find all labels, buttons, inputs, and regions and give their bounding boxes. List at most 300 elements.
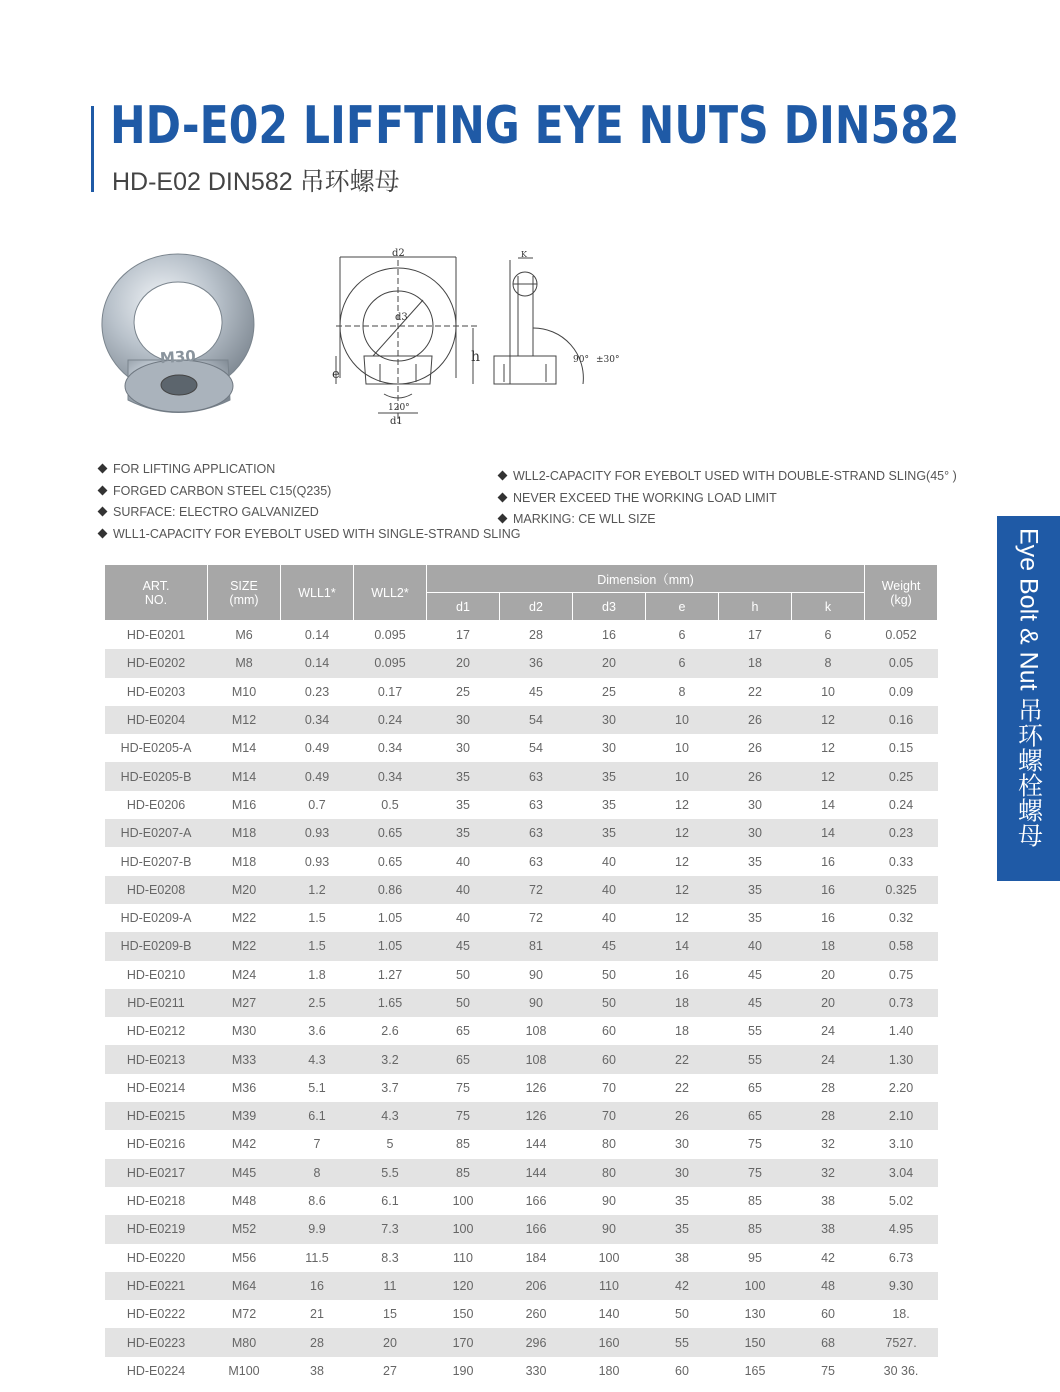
feature-item: WLL1-CAPACITY FOR EYEBOLT USED WITH SINGLE-STRAND SLING bbox=[97, 524, 520, 546]
label-tolerance: ±30° bbox=[596, 355, 620, 365]
cell-weight: 9.30 bbox=[865, 1272, 938, 1300]
cell-wll1: 8 bbox=[281, 1159, 354, 1187]
cell-d1: 35 bbox=[427, 762, 500, 790]
cell-d1: 45 bbox=[427, 932, 500, 960]
cell-d2: 72 bbox=[500, 876, 573, 904]
cell-d1: 85 bbox=[427, 1159, 500, 1187]
cell-k: 75 bbox=[821, 1363, 835, 1378]
cell-wll1: 0.93 bbox=[304, 854, 330, 869]
table-row bbox=[105, 876, 938, 904]
cell-size: M10 bbox=[231, 684, 257, 699]
cell-wll1: 0.23 bbox=[304, 684, 330, 699]
cell-e: 10 bbox=[675, 741, 689, 756]
cell-k: 68 bbox=[792, 1328, 865, 1356]
col-header-dimension: Dimension（mm) bbox=[427, 565, 865, 593]
cell-h: 35 bbox=[719, 876, 792, 904]
cell-e: 35 bbox=[646, 1215, 719, 1243]
cell-d3: 30 bbox=[602, 741, 616, 756]
cell-art-no: HD-E0201 bbox=[126, 628, 186, 643]
cell-wll1: 21 bbox=[310, 1307, 324, 1322]
diamond-bullet-icon bbox=[98, 528, 108, 538]
cell-wll1: 1.2 bbox=[281, 876, 354, 904]
cell-d3: 140 bbox=[598, 1307, 620, 1322]
cell-art-no: HD-E0210 bbox=[126, 967, 186, 982]
cell-k: 42 bbox=[821, 1250, 835, 1265]
cell-d1: 190 bbox=[452, 1363, 474, 1378]
cell-size: M80 bbox=[208, 1328, 281, 1356]
cell-k: 14 bbox=[792, 819, 865, 847]
cell-weight: 30 36. bbox=[883, 1363, 919, 1378]
cell-wll2: 1.65 bbox=[354, 989, 427, 1017]
cell-wll2: 0.65 bbox=[377, 854, 403, 869]
cell-art-no: HD-E0204 bbox=[105, 706, 208, 734]
cell-e: 10 bbox=[646, 762, 719, 790]
cell-d3: 40 bbox=[573, 876, 646, 904]
page-title: HD-E02 LIFFTING EYE NUTS DIN582 bbox=[110, 96, 960, 156]
cell-weight: 0.15 bbox=[888, 741, 914, 756]
cell-weight: 0.05 bbox=[865, 649, 938, 677]
cell-d2: 63 bbox=[529, 854, 543, 869]
cell-e: 35 bbox=[675, 1194, 689, 1209]
header-row-1 bbox=[105, 565, 938, 593]
cell-h: 75 bbox=[719, 1159, 792, 1187]
cell-weight: 2.20 bbox=[888, 1080, 914, 1095]
cell-weight: 7527. bbox=[865, 1328, 938, 1356]
label-d2: d2 bbox=[392, 248, 405, 259]
table-row bbox=[105, 1187, 938, 1215]
cell-wll1: 0.14 bbox=[281, 649, 354, 677]
cell-size: M14 bbox=[231, 741, 257, 756]
table-row bbox=[105, 1130, 938, 1158]
cell-k: 20 bbox=[792, 989, 865, 1017]
cell-size: M33 bbox=[208, 1045, 281, 1073]
table-row bbox=[105, 989, 938, 1017]
table-row bbox=[105, 621, 938, 650]
cell-d3: 40 bbox=[602, 911, 616, 926]
cell-art-no: HD-E0217 bbox=[105, 1159, 208, 1187]
cell-d1: 35 bbox=[456, 797, 470, 812]
side-category-tab bbox=[997, 516, 1060, 881]
cell-e: 12 bbox=[646, 819, 719, 847]
cell-art-no: HD-E0219 bbox=[105, 1215, 208, 1243]
cell-size: M18 bbox=[231, 854, 257, 869]
photo-marking: M30 bbox=[159, 346, 197, 368]
table-row bbox=[105, 762, 938, 790]
table-row bbox=[105, 1244, 938, 1272]
table-row bbox=[105, 932, 938, 960]
cell-k: 12 bbox=[821, 741, 835, 756]
cell-weight: 0.32 bbox=[888, 911, 914, 926]
cell-e: 6 bbox=[646, 649, 719, 677]
cell-wll1: 0.7 bbox=[308, 797, 326, 812]
cell-d2: 72 bbox=[529, 911, 543, 926]
cell-wll2: 0.17 bbox=[377, 684, 403, 699]
cell-wll1: 3.6 bbox=[308, 1024, 326, 1039]
diamond-bullet-icon bbox=[98, 464, 108, 474]
cell-k: 20 bbox=[821, 967, 835, 982]
feature-list-right bbox=[497, 466, 957, 531]
cell-e: 12 bbox=[675, 911, 689, 926]
cell-d2: 260 bbox=[525, 1307, 547, 1322]
cell-h: 26 bbox=[719, 762, 792, 790]
cell-d3: 80 bbox=[602, 1137, 616, 1152]
title-accent-bar bbox=[91, 106, 94, 192]
cell-h: 65 bbox=[719, 1102, 792, 1130]
cell-size: M22 bbox=[231, 911, 257, 926]
cell-k: 12 bbox=[792, 762, 865, 790]
cell-art-no: HD-E0211 bbox=[105, 989, 208, 1017]
cell-art-no: HD-E0212 bbox=[126, 1024, 186, 1039]
cell-art-no: HD-E0216 bbox=[126, 1137, 186, 1152]
cell-h: 165 bbox=[744, 1363, 766, 1378]
diamond-bullet-icon bbox=[498, 514, 508, 524]
col-header-wll2: WLL2* bbox=[354, 565, 427, 621]
table-row bbox=[105, 847, 938, 875]
label-d1: d1 bbox=[390, 416, 403, 427]
eye-nut-photo bbox=[98, 250, 258, 420]
cell-k: 24 bbox=[792, 1045, 865, 1073]
cell-k: 16 bbox=[792, 876, 865, 904]
cell-d3: 110 bbox=[573, 1272, 646, 1300]
cell-weight: 1.40 bbox=[888, 1024, 914, 1039]
cell-wll2: 3.2 bbox=[354, 1045, 427, 1073]
cell-d2: 36 bbox=[500, 649, 573, 677]
cell-size: M24 bbox=[231, 967, 257, 982]
cell-h: 22 bbox=[748, 684, 762, 699]
cell-art-no: HD-E0203 bbox=[126, 684, 186, 699]
cell-art-no: HD-E0220 bbox=[126, 1250, 186, 1265]
technical-drawing bbox=[328, 248, 628, 433]
table-row bbox=[105, 904, 938, 932]
cell-wll2: 5.5 bbox=[354, 1159, 427, 1187]
cell-d3: 50 bbox=[573, 989, 646, 1017]
cell-wll2: 0.095 bbox=[354, 649, 427, 677]
cell-d1: 120 bbox=[427, 1272, 500, 1300]
cell-art-no: HD-E0221 bbox=[105, 1272, 208, 1300]
cell-h: 30 bbox=[748, 797, 762, 812]
cell-size: M48 bbox=[231, 1194, 257, 1209]
cell-size: M12 bbox=[208, 706, 281, 734]
col-header-wll1: WLL1* bbox=[281, 565, 354, 621]
cell-wll1: 38 bbox=[310, 1363, 324, 1378]
cell-weight: 0.052 bbox=[885, 628, 917, 643]
col-header-d3: d3 bbox=[573, 593, 646, 621]
cell-k: 38 bbox=[792, 1215, 865, 1243]
table-row bbox=[105, 791, 938, 819]
cell-k: 6 bbox=[824, 628, 832, 643]
cell-wll1: 8.6 bbox=[308, 1194, 326, 1209]
spec-table bbox=[104, 564, 938, 1385]
cell-d2: 54 bbox=[500, 706, 573, 734]
table-row bbox=[105, 1300, 938, 1328]
cell-d1: 25 bbox=[456, 684, 470, 699]
cell-h: 30 bbox=[719, 819, 792, 847]
cell-h: 35 bbox=[748, 911, 762, 926]
cell-h: 17 bbox=[748, 628, 762, 643]
cell-d2: 108 bbox=[525, 1024, 547, 1039]
cell-wll2: 0.34 bbox=[354, 762, 427, 790]
cell-h: 35 bbox=[748, 854, 762, 869]
cell-wll2: 8.3 bbox=[381, 1250, 399, 1265]
cell-size: M14 bbox=[208, 762, 281, 790]
cell-wll2: 0.5 bbox=[381, 797, 399, 812]
cell-d2: 330 bbox=[525, 1363, 547, 1378]
cell-d1: 170 bbox=[427, 1328, 500, 1356]
cell-d2: 90 bbox=[529, 967, 543, 982]
cell-d3: 35 bbox=[602, 797, 616, 812]
table-row bbox=[105, 1159, 938, 1187]
col-header-weight: Weight (kg) bbox=[865, 565, 938, 621]
col-header-h: h bbox=[719, 593, 792, 621]
cell-d1: 100 bbox=[452, 1194, 474, 1209]
cell-art-no: HD-E0218 bbox=[126, 1194, 186, 1209]
cell-d1: 50 bbox=[427, 989, 500, 1017]
cell-size: M8 bbox=[208, 649, 281, 677]
cell-d2: 144 bbox=[500, 1159, 573, 1187]
cell-wll2: 15 bbox=[383, 1307, 397, 1322]
cell-wll1: 0.34 bbox=[281, 706, 354, 734]
cell-size: M52 bbox=[208, 1215, 281, 1243]
table-row bbox=[105, 961, 938, 989]
cell-h: 26 bbox=[719, 706, 792, 734]
cell-d1: 75 bbox=[427, 1102, 500, 1130]
cell-wll2: 0.095 bbox=[374, 628, 406, 643]
cell-e: 8 bbox=[678, 684, 686, 699]
cell-h: 45 bbox=[748, 967, 762, 982]
cell-d3: 25 bbox=[602, 684, 616, 699]
feature-list-left bbox=[97, 459, 520, 545]
cell-size: M30 bbox=[231, 1024, 257, 1039]
diamond-bullet-icon bbox=[498, 492, 508, 502]
cell-d3: 40 bbox=[602, 854, 616, 869]
cell-wll1: 1.5 bbox=[281, 932, 354, 960]
cell-wll1: 9.9 bbox=[281, 1215, 354, 1243]
cell-d2: 206 bbox=[500, 1272, 573, 1300]
cell-d3: 35 bbox=[573, 762, 646, 790]
cell-d2: 126 bbox=[500, 1102, 573, 1130]
cell-d2: 45 bbox=[529, 684, 543, 699]
feature-item: NEVER EXCEED THE WORKING LOAD LIMIT bbox=[497, 488, 957, 510]
cell-k: 12 bbox=[792, 706, 865, 734]
cell-wll2: 0.86 bbox=[354, 876, 427, 904]
cell-d3: 45 bbox=[573, 932, 646, 960]
cell-art-no: HD-E0209-B bbox=[105, 932, 208, 960]
col-header-d1: d1 bbox=[427, 593, 500, 621]
cell-art-no: HD-E0207-B bbox=[120, 854, 192, 869]
cell-h: 150 bbox=[719, 1328, 792, 1356]
cell-k: 18 bbox=[792, 932, 865, 960]
cell-art-no: HD-E0206 bbox=[126, 797, 186, 812]
table-row bbox=[105, 1357, 938, 1385]
cell-k: 24 bbox=[821, 1024, 835, 1039]
cell-art-no: HD-E0209-A bbox=[120, 911, 192, 926]
cell-k: 48 bbox=[792, 1272, 865, 1300]
table-row bbox=[105, 1328, 938, 1356]
table-row bbox=[105, 1215, 938, 1243]
cell-wll1: 2.5 bbox=[281, 989, 354, 1017]
cell-k: 28 bbox=[792, 1102, 865, 1130]
label-k: K bbox=[521, 250, 527, 259]
cell-wll2: 1.05 bbox=[377, 911, 403, 926]
cell-d3: 60 bbox=[573, 1045, 646, 1073]
cell-weight: 5.02 bbox=[888, 1194, 914, 1209]
cell-wll2: 4.3 bbox=[354, 1102, 427, 1130]
cell-wll2: 1.27 bbox=[377, 967, 403, 982]
cell-h: 100 bbox=[719, 1272, 792, 1300]
feature-item: MARKING: CE WLL SIZE bbox=[497, 509, 957, 531]
cell-d1: 35 bbox=[427, 819, 500, 847]
label-e: e bbox=[332, 367, 340, 382]
cell-d2: 126 bbox=[525, 1080, 547, 1095]
cell-d1: 65 bbox=[456, 1024, 470, 1039]
table-row bbox=[105, 706, 938, 734]
table-row bbox=[105, 1102, 938, 1130]
cell-d2: 28 bbox=[529, 628, 543, 643]
cell-d3: 70 bbox=[573, 1102, 646, 1130]
cell-d2: 81 bbox=[500, 932, 573, 960]
cell-d2: 144 bbox=[525, 1137, 547, 1152]
cell-e: 30 bbox=[646, 1159, 719, 1187]
cell-size: M56 bbox=[231, 1250, 257, 1265]
cell-weight: 3.10 bbox=[888, 1137, 914, 1152]
cell-e: 38 bbox=[675, 1250, 689, 1265]
cell-h: 75 bbox=[748, 1137, 762, 1152]
cell-weight: 0.75 bbox=[888, 967, 914, 982]
cell-art-no: HD-E0215 bbox=[105, 1102, 208, 1130]
col-header-art: ART. NO. bbox=[105, 565, 208, 621]
cell-e: 12 bbox=[675, 854, 689, 869]
cell-weight: 4.95 bbox=[865, 1215, 938, 1243]
cell-art-no: HD-E0202 bbox=[105, 649, 208, 677]
cell-d2: 63 bbox=[500, 762, 573, 790]
spec-table-body bbox=[105, 621, 938, 1386]
feature-item: FORGED CARBON STEEL C15(Q235) bbox=[97, 481, 520, 503]
cell-weight: 18. bbox=[892, 1307, 910, 1322]
cell-d3: 80 bbox=[573, 1159, 646, 1187]
table-row bbox=[105, 1017, 938, 1045]
cell-wll1: 0.49 bbox=[281, 762, 354, 790]
cell-size: M27 bbox=[208, 989, 281, 1017]
feature-item: WLL2-CAPACITY FOR EYEBOLT USED WITH DOUBLE-STRAND SLING(45° ) bbox=[497, 466, 957, 488]
cell-d1: 40 bbox=[456, 854, 470, 869]
cell-e: 30 bbox=[675, 1137, 689, 1152]
cell-wll1: 1.5 bbox=[308, 911, 326, 926]
cell-weight: 0.25 bbox=[865, 762, 938, 790]
cell-weight: 0.16 bbox=[865, 706, 938, 734]
cell-art-no: HD-E0205-B bbox=[105, 762, 208, 790]
cell-wll2: 6.1 bbox=[381, 1194, 399, 1209]
cell-wll1: 7 bbox=[313, 1137, 321, 1152]
cell-d1: 75 bbox=[456, 1080, 470, 1095]
table-row bbox=[105, 1272, 938, 1300]
cell-wll1: 28 bbox=[281, 1328, 354, 1356]
cell-size: M20 bbox=[208, 876, 281, 904]
cell-weight: 0.23 bbox=[865, 819, 938, 847]
cell-h: 18 bbox=[719, 649, 792, 677]
cell-h: 55 bbox=[719, 1045, 792, 1073]
cell-art-no: HD-E0224 bbox=[126, 1363, 186, 1378]
cell-e: 50 bbox=[675, 1307, 689, 1322]
cell-e: 60 bbox=[675, 1363, 689, 1378]
cell-e: 55 bbox=[646, 1328, 719, 1356]
cell-wll1: 0.49 bbox=[304, 741, 330, 756]
side-tab-label: Eye Bolt & Nut 吊环螺栓螺母 bbox=[1014, 528, 1043, 848]
cell-d1: 40 bbox=[456, 911, 470, 926]
cell-k: 60 bbox=[821, 1307, 835, 1322]
cell-size: M45 bbox=[208, 1159, 281, 1187]
cell-e: 10 bbox=[646, 706, 719, 734]
cell-wll2: 27 bbox=[383, 1363, 397, 1378]
cell-weight: 1.30 bbox=[865, 1045, 938, 1073]
cell-d2: 90 bbox=[500, 989, 573, 1017]
cell-e: 12 bbox=[675, 797, 689, 812]
table-row bbox=[105, 734, 938, 762]
cell-art-no: HD-E0205-A bbox=[120, 741, 192, 756]
cell-e: 12 bbox=[646, 876, 719, 904]
cell-d2: 63 bbox=[500, 819, 573, 847]
cell-d3: 90 bbox=[602, 1194, 616, 1209]
cell-wll1: 1.8 bbox=[308, 967, 326, 982]
cell-d1: 110 bbox=[453, 1250, 473, 1265]
cell-h: 85 bbox=[719, 1215, 792, 1243]
cell-h: 40 bbox=[719, 932, 792, 960]
table-row bbox=[105, 819, 938, 847]
cell-d1: 40 bbox=[427, 876, 500, 904]
cell-d3: 70 bbox=[602, 1080, 616, 1095]
col-header-e: e bbox=[646, 593, 719, 621]
col-header-k: k bbox=[792, 593, 865, 621]
cell-d3: 100 bbox=[598, 1250, 620, 1265]
cell-k: 32 bbox=[821, 1137, 835, 1152]
cell-weight: 2.10 bbox=[865, 1102, 938, 1130]
cell-size: M72 bbox=[231, 1307, 257, 1322]
cell-d3: 160 bbox=[573, 1328, 646, 1356]
cell-wll1: 5.1 bbox=[308, 1080, 326, 1095]
cell-weight: 0.09 bbox=[888, 684, 914, 699]
cell-d2: 296 bbox=[500, 1328, 573, 1356]
cell-d1: 30 bbox=[456, 741, 470, 756]
cell-h: 65 bbox=[748, 1080, 762, 1095]
cell-weight: 0.325 bbox=[865, 876, 938, 904]
cell-d1: 20 bbox=[427, 649, 500, 677]
feature-item: FOR LIFTING APPLICATION bbox=[97, 459, 520, 481]
cell-size: M6 bbox=[235, 628, 253, 643]
label-tilt: 90° bbox=[573, 355, 589, 365]
cell-k: 28 bbox=[821, 1080, 835, 1095]
cell-d3: 30 bbox=[573, 706, 646, 734]
cell-d2: 166 bbox=[500, 1215, 573, 1243]
cell-art-no: HD-E0223 bbox=[105, 1328, 208, 1356]
cell-weight: 0.24 bbox=[888, 797, 914, 812]
cell-d2: 63 bbox=[529, 797, 543, 812]
cell-d1: 100 bbox=[427, 1215, 500, 1243]
cell-weight: 0.33 bbox=[888, 854, 914, 869]
cell-size: M16 bbox=[231, 797, 257, 812]
cell-size: M64 bbox=[208, 1272, 281, 1300]
cell-wll2: 0.24 bbox=[354, 706, 427, 734]
cell-art-no: HD-E0222 bbox=[126, 1307, 186, 1322]
diamond-bullet-icon bbox=[498, 471, 508, 481]
cell-d2: 166 bbox=[525, 1194, 547, 1209]
cell-d1: 30 bbox=[427, 706, 500, 734]
cell-size: M100 bbox=[228, 1363, 260, 1378]
cell-size: M42 bbox=[231, 1137, 257, 1152]
cell-e: 42 bbox=[646, 1272, 719, 1300]
cell-h: 55 bbox=[748, 1024, 762, 1039]
cell-e: 14 bbox=[646, 932, 719, 960]
cell-e: 18 bbox=[646, 989, 719, 1017]
label-d3: d3 bbox=[395, 312, 408, 323]
